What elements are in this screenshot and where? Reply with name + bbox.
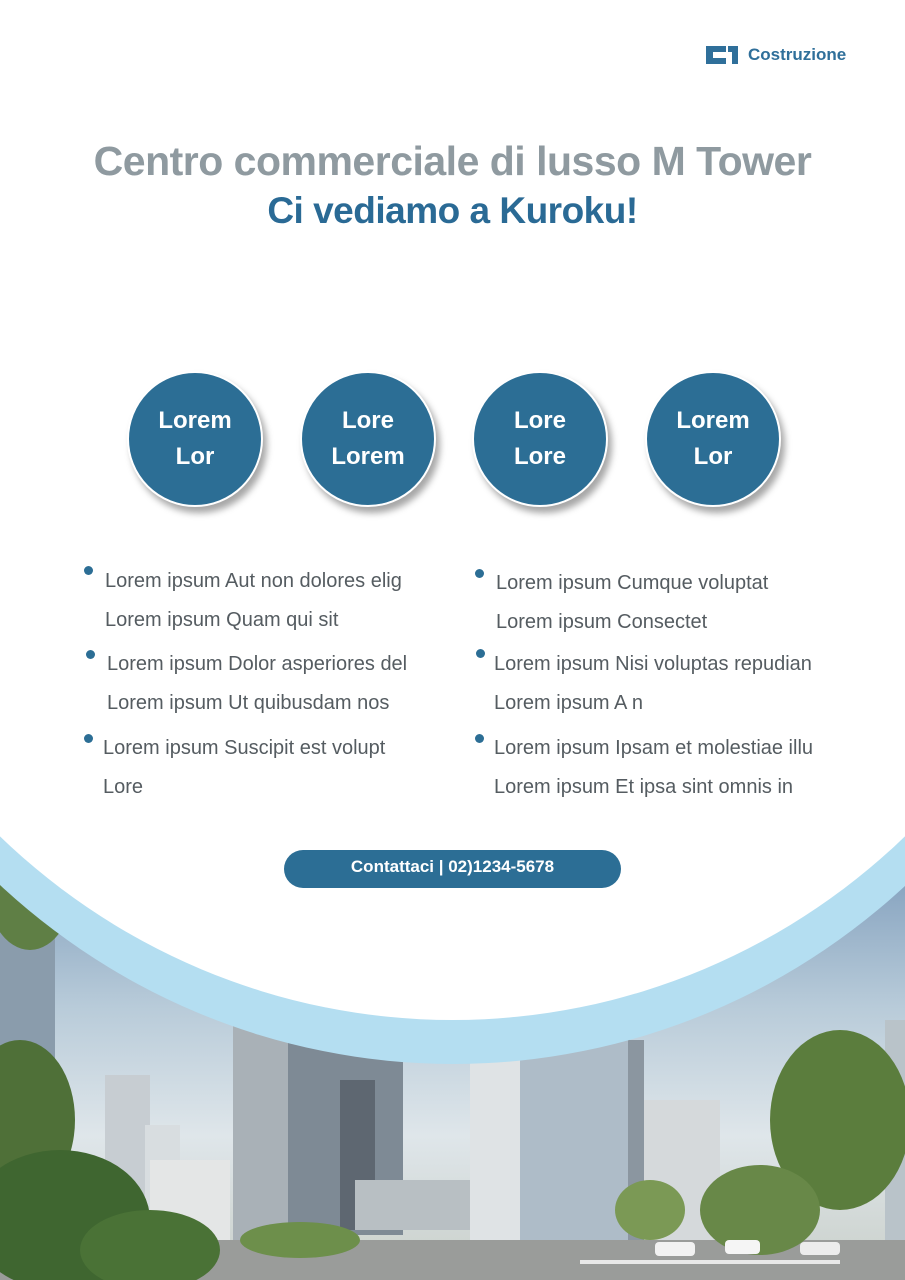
bullet-text: Lore: [103, 776, 144, 798]
bullet-text: Lorem ipsum Dolor asperiores del: [107, 653, 408, 675]
feature-badge: Lorem Lor: [645, 371, 781, 507]
headline-line-1: Centro commerciale di lusso M Tower: [93, 138, 812, 184]
headline-line-2: Ci vediamo a Kuroku!: [267, 190, 638, 231]
bullet-text: Lorem ipsum Quam qui sit: [105, 609, 339, 631]
feature-badge: Lore Lore: [472, 371, 608, 507]
bullet-text: Lorem ipsum Ipsam et molestiae illu: [494, 737, 814, 759]
bullet-text: Lorem ipsum Aut non dolores elig: [105, 570, 402, 592]
bullet-text: Lorem ipsum Consectet: [496, 611, 708, 633]
bullet-text: Lorem ipsum A n: [494, 692, 643, 714]
bullet-dot: [475, 569, 484, 578]
bullet-text: Lorem ipsum Nisi voluptas repudian: [494, 653, 812, 675]
bullet-dot: [84, 734, 93, 743]
brand-logo: [704, 44, 846, 66]
bullet-text: Lorem ipsum Cumque voluptat: [496, 572, 769, 594]
feature-badge: Lorem Lor: [127, 371, 263, 507]
feature-badge: Lore Lorem: [300, 371, 436, 507]
bullet-dot: [84, 566, 93, 575]
contact-button[interactable]: Contattaci | 02)1234-5678: [284, 850, 621, 888]
brand-name: Costruzione: [748, 45, 847, 64]
bullet-text: Lorem ipsum Suscipit est volupt: [103, 737, 386, 759]
bullet-dot: [476, 649, 485, 658]
bullet-text: Lorem ipsum Ut quibusdam nos: [107, 692, 390, 714]
brand-logo-icon: [704, 44, 740, 66]
bullet-dot: [86, 650, 95, 659]
bullet-text: Lorem ipsum Et ipsa sint omnis in: [494, 776, 794, 798]
bullet-dot: [475, 734, 484, 743]
